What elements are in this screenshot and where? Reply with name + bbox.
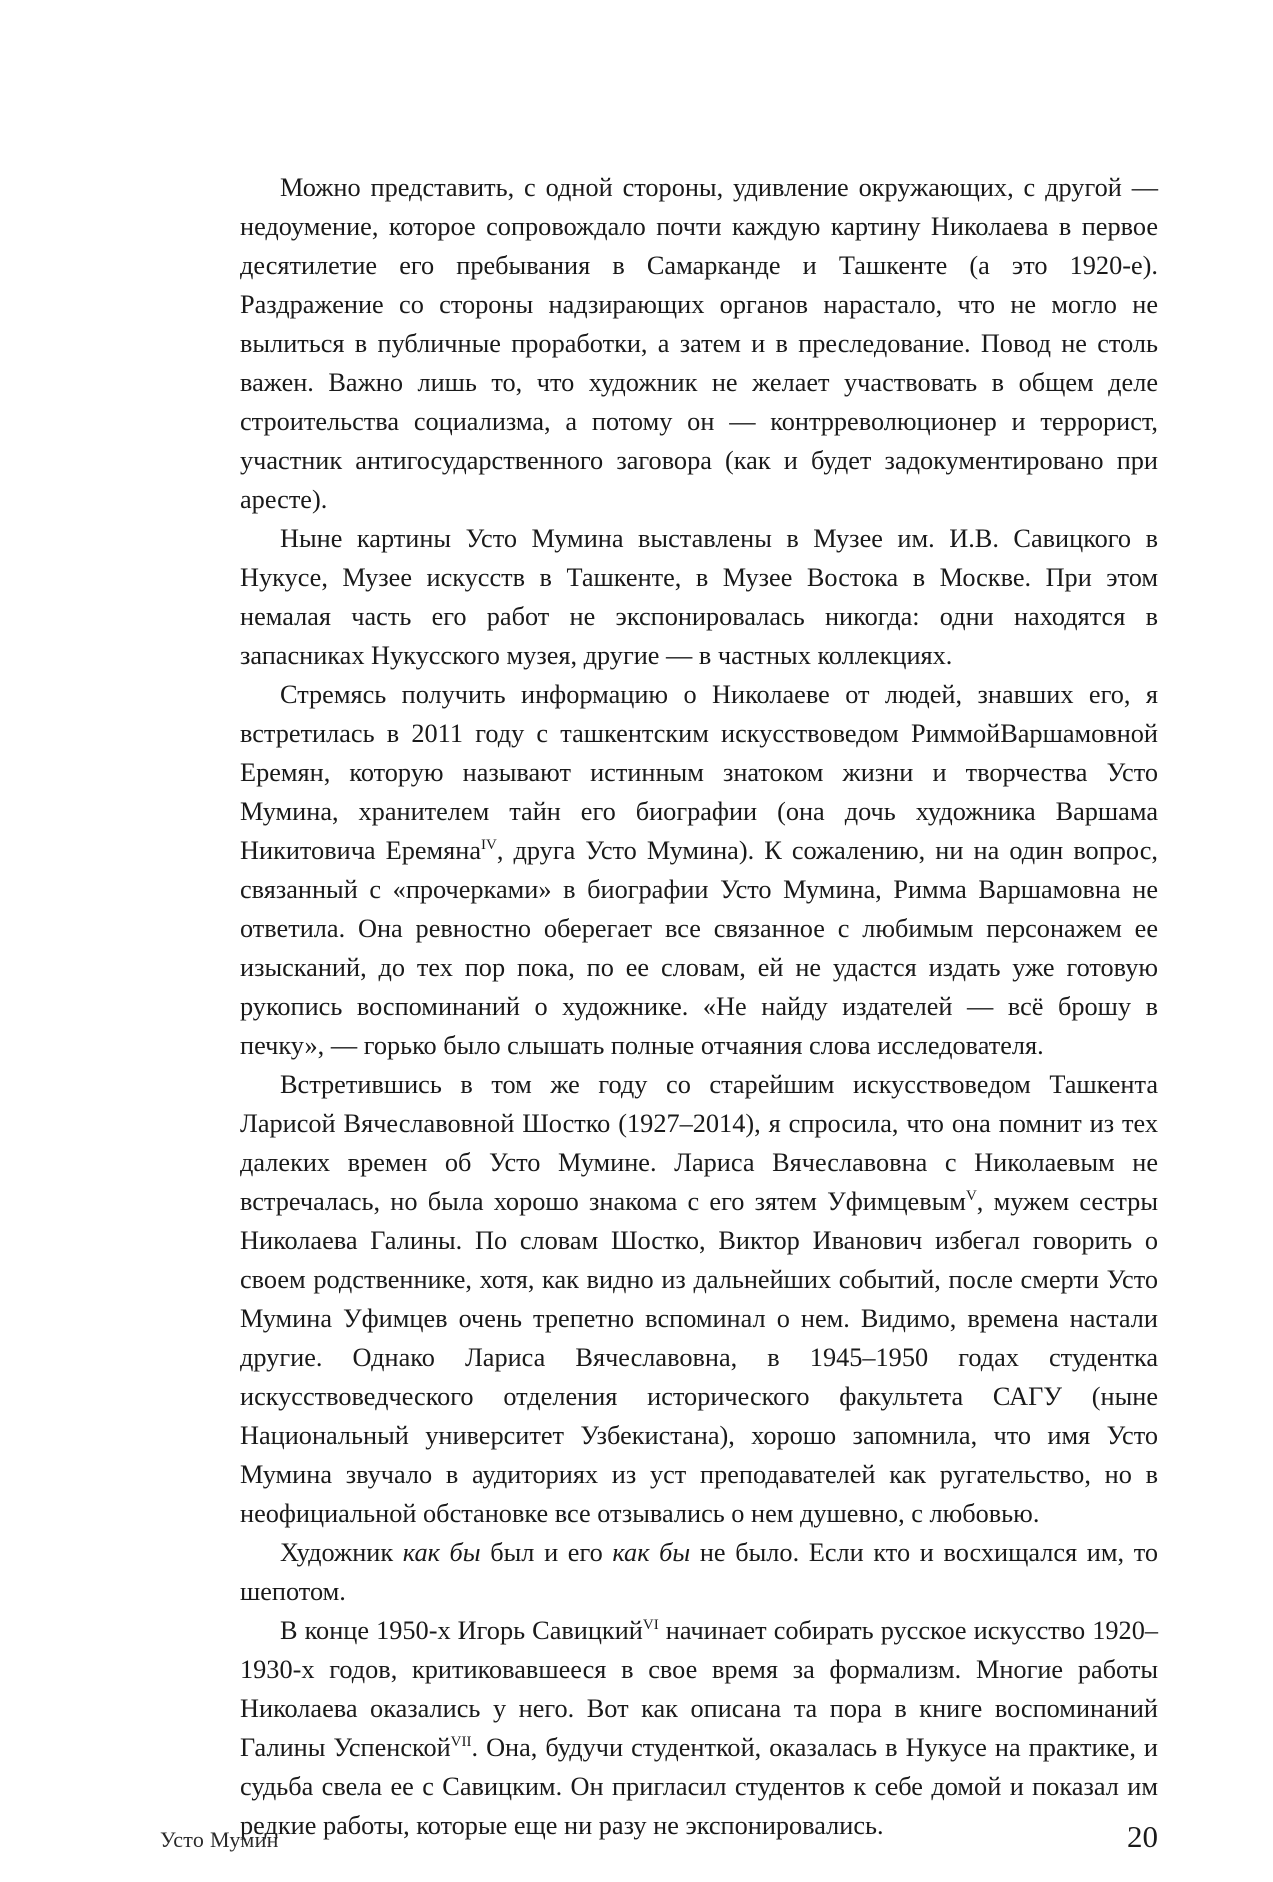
paragraph <box>240 519 1158 675</box>
text-run: Ныне картины Усто Мумина выставлены в Музее им. И.В. Савицкого в Нукусе, Музее искусств в Ташкенте, в Музее Востока в Москве. При этом немалая часть его работ не экспонировалась никогда: одни находятся в запасниках Нукусского музея, другие — в частных коллекциях. <box>240 524 1158 670</box>
running-title: Усто Мумин <box>160 1827 279 1852</box>
emphasis-text: как бы <box>402 1538 481 1567</box>
text-run: Встретившись в том же году со старейшим искусствоведом Ташкента Ларисой Вячеславовной Шостко (1927–2014), я спросила, что она помнит из тех далеких времен об Усто Мумине. Лариса Вячеславовна с Николаевым не встречалась, но была хорошо знакома с его зятем Уфимцевым <box>240 1070 1158 1216</box>
footnote-marker: V <box>965 1188 977 1205</box>
text-run: . Она, будучи студенткой, оказалась в Нукусе на практике, и судьба свела ее с Савицким. Он пригласил студентов к себе домой и показал им редкие работы, которые еще ни разу не экспонировались. <box>240 1733 1158 1840</box>
text-run: , друга Усто Мумина). К сожалению, ни на один вопрос, связанный с «прочерками» в биографии Усто Мумина, Римма Варшамовна не ответила. Она ревностно оберегает все связанное с любимым персонажем ее изысканий, до тех пор пока, по ее словам, ей не удастся издать уже готовую рукопись воспоминаний о художнике. «Не найду издателей — всё брошу в печку», — горько было слышать полные отчаяния слова исследователя. <box>240 836 1158 1060</box>
text-run: начинает собирать русское искусство 1920–1930-х годов, критиковавшееся в свое время за формализм. Многие работы Николаева оказались у него. Вот как описана та пора в книге воспоминаний Галины Успенской <box>240 1616 1158 1762</box>
page-footer <box>160 1819 1158 1859</box>
paragraph <box>240 675 1158 1065</box>
text-run: Художник <box>280 1538 403 1567</box>
text-run: , мужем сестры Николаева Галины. По словам Шостко, Виктор Иванович избегал говорить о своем родственнике, хотя, как видно из дальнейших событий, после смерти Усто Мумина Уфимцев очень трепетно вспоминал о нем. Видимо, времена настали другие. Однако Лариса Вячеславовна, в 1945–1950 годах студентка искусствоведческого отделения исторического факультета САГУ (ныне Национальный университет Узбекистана), хорошо запомнила, что имя Усто Мумина звучало в аудиториях из уст преподавателей как ругательство, но в неофициальной обстановке все отзывались о нем душевно, с любовью. <box>240 1187 1158 1528</box>
footnote-marker: VI <box>642 1617 659 1634</box>
paragraph <box>240 1065 1158 1533</box>
paragraph <box>240 1611 1158 1845</box>
footnote-marker: VII <box>450 1734 472 1751</box>
body-text <box>240 168 1158 1845</box>
text-run: Можно представить, с одной стороны, удивление окружающих, с другой — недоумение, которое сопровождало почти каждую картину Николаева в первое десятилетие его пребывания в Самарканде и Ташкенте (а это 1920-е). Раздражение со стороны надзирающих органов нарастало, что не могло не вылиться в публичные проработки, а затем и в преследование. Повод не столь важен. Важно лишь то, что художник не желает участвовать в общем деле строительства социализма, а потому он — контрреволюционер и террорист, участник антигосударственного заговора (как и будет задокументировано при аресте). <box>240 173 1158 514</box>
page-number: 20 <box>1127 1819 1158 1854</box>
paragraph <box>240 168 1158 519</box>
footnote-marker: IV <box>481 837 497 854</box>
text-run: не было. Если кто и восхищался им, то шепотом. <box>240 1538 1158 1606</box>
emphasis-text: как бы <box>612 1538 691 1567</box>
text-run: был и его <box>480 1538 613 1567</box>
text-run: Стремясь получить информацию о Николаеве от людей, знавших его, я встретилась в 2011 году с ташкентским искусствоведом РиммойВаршамовной Еремян, которую называют истинным знатоком жизни и творчества Усто Мумина, хранителем тайн его биографии (она дочь художника Варшама Никитовича Еремяна <box>240 680 1158 865</box>
paragraph <box>240 1533 1158 1611</box>
text-run: В конце 1950-х Игорь Савицкий <box>280 1616 643 1645</box>
